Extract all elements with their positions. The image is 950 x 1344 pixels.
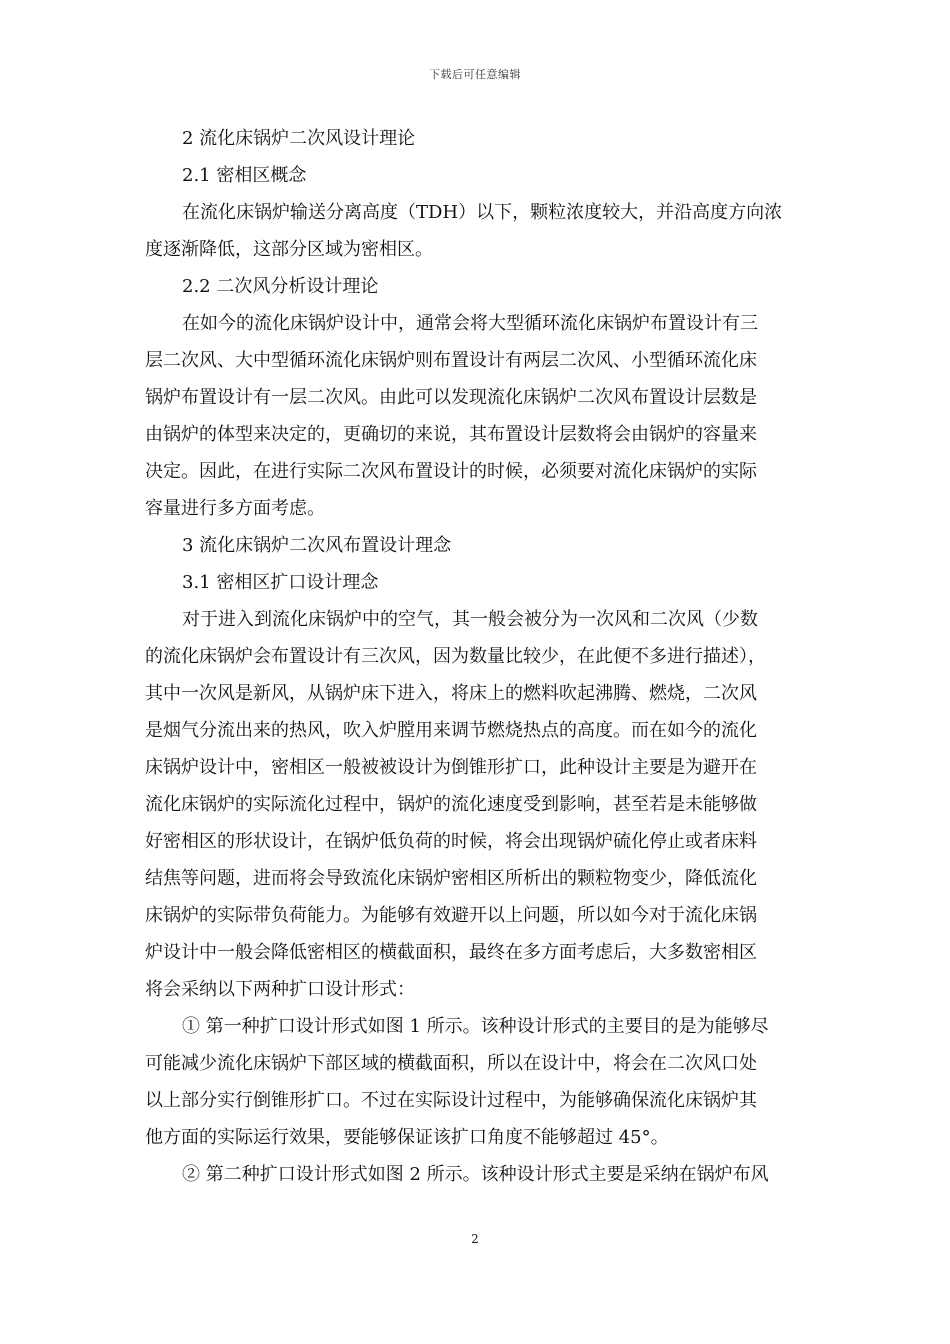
text-line: 2.1 密相区概念 [182, 165, 307, 186]
text-line: 对于进入到流化床锅炉中的空气，其一般会被分为一次风和二次风（少数 [182, 609, 758, 630]
text-line: 流化床锅炉的实际流化过程中，锅炉的流化速度受到影响，甚至若是未能够做 [145, 794, 757, 815]
text-line: 在流化床锅炉输送分离高度（TDH）以下，颗粒浓度较大，并沿高度方向浓 [182, 202, 783, 223]
text-line: 床锅炉设计中，密相区一般被被设计为倒锥形扩口，此种设计主要是为避开在 [145, 757, 757, 778]
text-line: 好密相区的形状设计，在锅炉低负荷的时候，将会出现锅炉硫化停止或者床料 [145, 831, 757, 852]
text-line: 在如今的流化床锅炉设计中，通常会将大型循环流化床锅炉布置设计有三 [182, 313, 758, 334]
text-line: 度逐渐降低，这部分区域为密相区。 [145, 239, 433, 260]
document-body [145, 120, 808, 1193]
text-line: 2 流化床锅炉二次风设计理论 [182, 128, 416, 149]
text-line: 容量进行多方面考虑。 [145, 498, 325, 519]
text-line: 其中一次风是新风，从锅炉床下进入，将床上的燃料吹起沸腾、燃烧，二次风 [145, 683, 757, 704]
text-line: 3 流化床锅炉二次风布置设计理念 [182, 535, 452, 556]
text-line: ② 第二种扩口设计形式如图 2 所示。该种设计形式主要是采纳在锅炉布风 [182, 1164, 769, 1185]
page-number: 2 [471, 1232, 479, 1246]
text-line: 床锅炉的实际带负荷能力。为能够有效避开以上问题，所以如今对于流化床锅 [145, 905, 757, 926]
text-line: 层二次风、大中型循环流化床锅炉则布置设计有两层二次风、小型循环流化床 [145, 350, 757, 371]
text-line: 2.2 二次风分析设计理论 [182, 276, 379, 297]
text-line: 由锅炉的体型来决定的，更确切的来说，其布置设计层数将会由锅炉的容量来 [145, 424, 757, 445]
text-line: 以上部分实行倒锥形扩口。不过在实际设计过程中，为能够确保流化床锅炉其 [145, 1090, 757, 1111]
page-header: 下载后可任意编辑 [429, 68, 521, 81]
text-line: 他方面的实际运行效果，要能够保证该扩口角度不能够超过 45°。 [145, 1127, 669, 1148]
text-line: 锅炉布置设计有一层二次风。由此可以发现流化床锅炉二次风布置设计层数是 [145, 387, 757, 408]
text-line: 3.1 密相区扩口设计理念 [182, 572, 379, 593]
text-line: 的流化床锅炉会布置设计有三次风，因为数量比较少，在此便不多进行描述）， [145, 646, 766, 667]
text-line: 将会采纳以下两种扩口设计形式： [145, 979, 415, 1000]
text-line: 是烟气分流出来的热风，吹入炉膛用来调节燃烧热点的高度。而在如今的流化 [145, 720, 757, 741]
text-line: 决定。因此，在进行实际二次风布置设计的时候，必须要对流化床锅炉的实际 [145, 461, 757, 482]
text-line: ① 第一种扩口设计形式如图 1 所示。该种设计形式的主要目的是为能够尽 [182, 1016, 769, 1037]
text-line: 结焦等问题，进而将会导致流化床锅炉密相区所析出的颗粒物变少，降低流化 [145, 868, 757, 889]
text-line: 可能减少流化床锅炉下部区域的横截面积，所以在设计中，将会在二次风口处 [145, 1053, 757, 1074]
text-line: 炉设计中一般会降低密相区的横截面积，最终在多方面考虑后，大多数密相区 [145, 942, 757, 963]
